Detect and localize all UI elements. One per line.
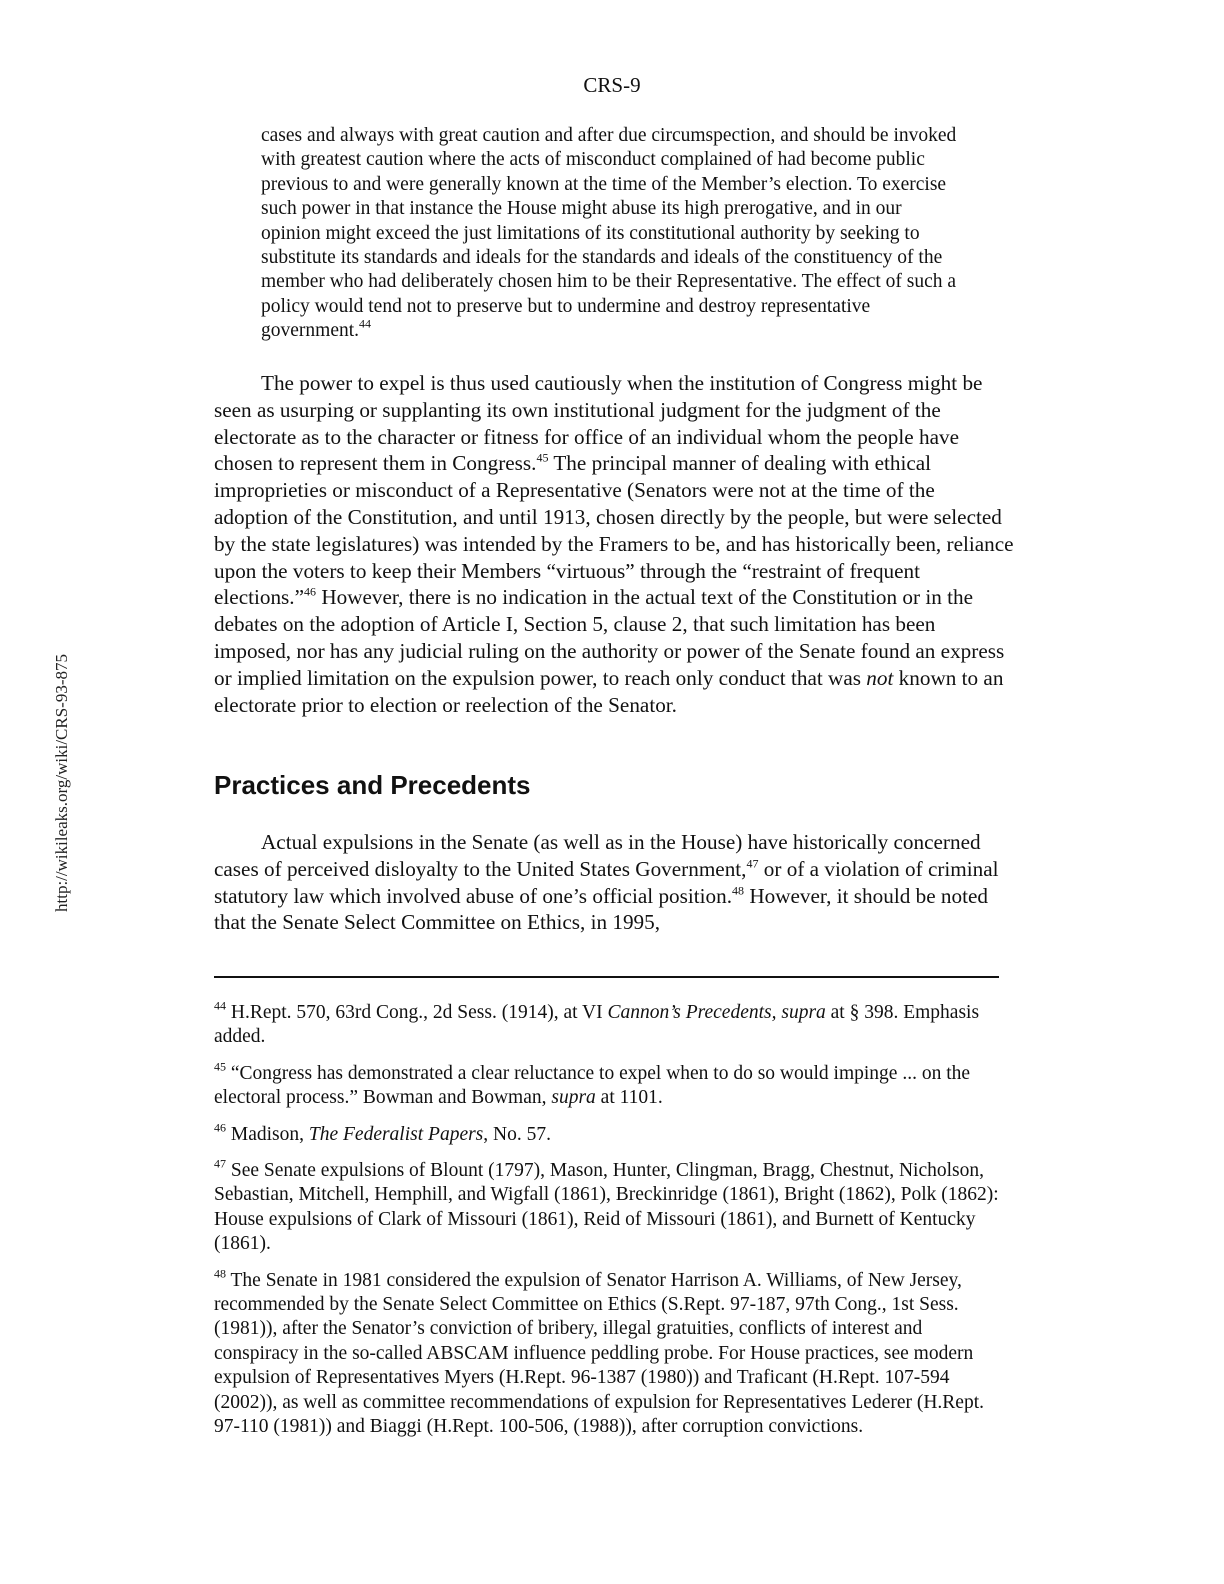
footnote-number: 46 <box>214 1120 226 1135</box>
footnote <box>214 1059 1004 1111</box>
paragraph-text: The principal manner of dealing with ethical improprieties or misconduct of a Representative (Senators were not at the time of the adoption of the Constitution, and until 1913, chosen directly by the people, but were selected by the state legislatures) was intended by the Framers to be, and has historically been, reliance upon the voters to keep their Members “virtuous” through the “restraint of frequent elections.” <box>214 451 1014 610</box>
footnote-text: at § 398. Emphasis added. <box>214 1002 980 1048</box>
footnote <box>214 1156 1004 1257</box>
footnote-text: Madison, <box>226 1123 309 1145</box>
page-number-header: CRS-9 <box>583 73 641 97</box>
footnotes <box>214 998 1004 1452</box>
paragraph-text: known to an electorate prior to election or reelection of the Senator. <box>214 665 1004 717</box>
footnote-number: 48 <box>214 1266 226 1281</box>
block-quote <box>261 124 961 344</box>
footnote-number: 44 <box>214 998 226 1013</box>
section-heading: Practices and Precedents <box>214 770 531 800</box>
footnote-text: H.Rept. 570, 63rd Cong., 2d Sess. (1914), at VI <box>226 1002 608 1023</box>
paragraph-text: However, there is no indication in the actual text of the Constitution or in the debates on the adoption of Article I, Section 5, clause 2, that such limitation has been imposed, nor has any judicial ruling on the authority or power of the Senate found an express or implied limitation on the expulsion power, to reach only conduct that was <box>214 585 1005 690</box>
footnote-ref: 46 <box>304 584 317 599</box>
footnote-text: “Congress has demonstrated a clear reluctance to expel when to do so would impinge ... on the electoral process.” Bowman and Bowman, <box>214 1062 971 1109</box>
body-paragraph <box>214 829 1014 936</box>
footnote <box>214 998 1004 1050</box>
footnote-number: 45 <box>214 1059 226 1074</box>
footnote-ref: 48 <box>732 883 745 898</box>
footnote-italic: The Federalist Papers <box>308 1123 484 1145</box>
paragraph-text: Actual expulsions in the Senate (as well as in the House) have historically concerned cases of perceived disloyalty to the United States Government, <box>214 830 981 881</box>
footnote-text: at 1101. <box>595 1087 663 1109</box>
footnote-text: , No. 57. <box>483 1123 551 1145</box>
body-paragraph <box>214 370 1014 718</box>
source-url-margin: http://wikileaks.org/wiki/CRS-93-875 <box>52 654 71 912</box>
footnote <box>214 1120 1004 1147</box>
emphasis-text: not <box>866 665 894 690</box>
footnote-number: 47 <box>214 1156 226 1171</box>
footnote-italic: supra <box>551 1087 596 1109</box>
paragraph-text: or of a violation of criminal statutory law which involved abuse of one’s official position. <box>214 856 999 908</box>
block-quote-text: cases and always with great caution and after due circumspection, and should be invoked with greatest caution where the acts of misconduct complained of had become public previous to and were generally known at the time of the Member’s election. To exercise such power in that instance the House might abuse its high prerogative, and in our opinion might exceed the just limitations of its constitutional authority by seeking to substitute its standards and ideals for the standards and ideals of the constituency of the member who had deliberately chosen him to be their Representative. The effect of such a policy would tend not to preserve but to undermine and destroy representative government. <box>261 125 957 342</box>
footnote-ref: 45 <box>536 451 549 465</box>
footnote <box>214 1266 1004 1440</box>
footnote-italic: Cannon’s Precedents, supra <box>607 1002 826 1023</box>
footnote-text: The Senate in 1981 considered the expulsion of Senator Harrison A. Williams, of New Jersey, recommended by the Senate Select Committee on Ethics (S.Rept. 97-187, 97th Cong., 1st Sess. (1981)), after the Senator’s conviction of bribery, illegal gratuities, conflicts of interest and conspiracy in the so-called ABSCAM influence peddling probe. For House practices, see modern expulsion of Representatives Myers (H.Rept. 96-1387 (1980)) and Traficant (H.Rept. 107-594 (2002)), as well as committee recommendations of expulsion for Representatives Lederer (H.Rept. 97-110 (1981)) and Biaggi (H.Rept. 100-506, (1988)), after corruption convictions. <box>214 1269 985 1438</box>
footnote-text: See Senate expulsions of Blount (1797), Mason, Hunter, Clingman, Bragg, Chestnut, Nicholson, Sebastian, Mitchell, Hemphill, and Wigfall (1861), Breckinridge (1861), Bright (1862), Polk (1862): House expulsions of Clark of Missouri (1861), Reid of Missouri (1861), and Burnett of Kentucky (1861). <box>214 1160 999 1255</box>
footnote-ref: 44 <box>359 316 372 331</box>
paragraph-text: However, it should be noted that the Senate Select Committee on Ethics, in 1995, <box>214 883 988 935</box>
footnote-divider <box>214 976 999 978</box>
paragraph-text: The power to expel is thus used cautiously when the institution of Congress might be seen as usurping or supplanting its own institutional judgment for the judgment of the electorate as to the character or fitness for office of an individual whom the people have chosen to represent them in Congress. <box>214 371 983 476</box>
footnote-ref: 47 <box>746 856 759 871</box>
